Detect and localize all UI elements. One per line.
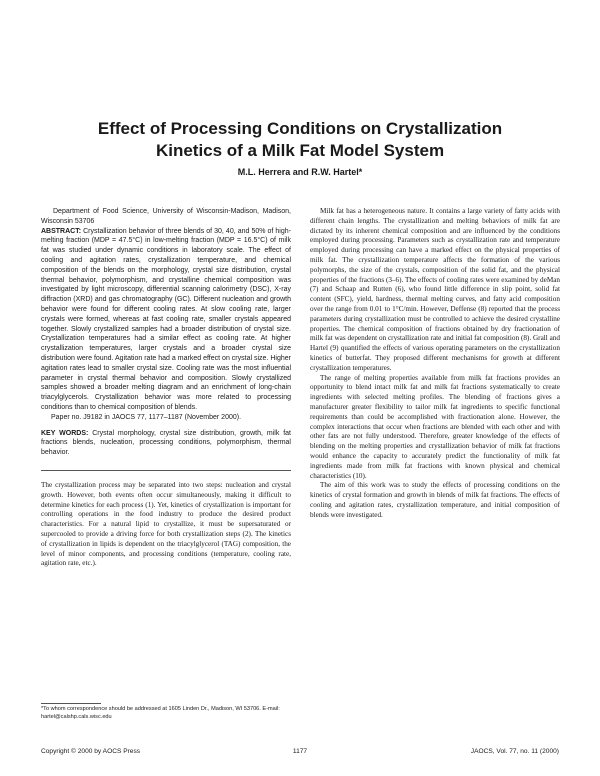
right-column	[310, 207, 560, 521]
left-column	[41, 207, 291, 569]
keywords-text: Crystal morphology, crystal size distribution, growth, milk fat fractions blends, nucleation, processing conditions, polymorphism, thermal behavior.	[41, 429, 292, 457]
abstract-label: ABSTRACT:	[41, 227, 82, 235]
keywords-label: KEY WORDS:	[41, 429, 89, 437]
body-paragraph-1: Milk fat has a heterogeneous nature. It contains a large variety of fatty acids with different chain lengths. The crystallization and melting behaviors of milk fat are dictated by its inherent chemical composition and are influenced by the conditions employed during processing. Parameters such as crystallization rate and temperature employed during processing can have a marked effect on the physical properties of milk fat. The crystallization temperature affects the formation of the various polymorphs, the size of the crystals, composition of the solid fat, and the physical properties of the fractions (3–6). The effects of cooling rates were examined by deMan (7) and Schaap and Rutten (6), who found little difference in slip point, solid fat content (SFC), yield, hardness, thermal melting curves, and fatty acid composition over the range from 0.01 to 1°C/min. However, Deffense (8) reported that the process parameters during crystallization must be controlled to achieve the desired crystalline properties. The chemical composition of fractions obtained by dry fractionation of milk fat was dependent on crystallization rate and initial fat composition (8). Grall and Hartel (9) quantified the effects of various operating parameters on the crystallization kinetics of butterfat. They proposed different mechanisms for growth at different crystallization temperatures.	[310, 207, 560, 372]
section-divider	[41, 470, 291, 471]
page-number: 1177	[292, 748, 308, 755]
body-paragraph-3: The aim of this work was to study the effects of processing conditions on the kinetics of crystal formation and growth in blends of milk fat fractions. The effects of cooling and agitation rates, crystallization temperature, and initial composition of blends were investigated.	[310, 481, 560, 519]
abstract-block	[41, 207, 291, 458]
keywords	[41, 429, 291, 458]
paper-title	[40, 118, 560, 162]
abstract-text: Crystallization behavior of three blends of 30, 40, and 50% of high-melting fraction (MDP = 47.5°C) in low-melting fraction (MDP = 16.5°C) of milk fat was studied under dynamic conditions in laboratory scale. The effect of cooling and agitation rates, crystallization temperature, and chemical composition of the blends on the morphology, crystal size distribution, crystal thermal behavior, polymorphism, and crystalline chemical composition was investigated by light microscopy, differential scanning calorimetry (DSC), X-ray diffraction (XRD) and gas chromatography (GC). Different nucleation and growth behavior were found for different cooling rates. At slow cooling rate, larger crystals were formed, whereas at fast cooling rate, smaller crystals appeared together. Slowly crystallized samples had a broader distribution of crystal size. Crystallization temperatures had a similar effect as cooling rate. At higher crystallization temperatures, larger crystals and a broader crystal size distribution were found. Agitation rate had a marked effect on crystal size. Higher agitation rates lead to smaller crystal size. Cooling rate was the most influential parameter in crystal thermal behavior and composition. Slowly crystallized samples showed a broader melting diagram and an enrichment of long-chain triacylglycerols. Crystallization behavior was more related to processing conditions than to chemical composition of blends.	[41, 227, 291, 411]
journal-citation: JAOCS, Vol. 77, no. 11 (2000)	[470, 748, 559, 755]
title-line-1: Effect of Processing Conditions on Crystallization	[97, 119, 503, 138]
paper-reference: Paper no. J9182 in JAOCS 77, 1177–1187 (November 2000).	[51, 413, 242, 421]
footnote-rule	[41, 703, 101, 704]
copyright: Copyright © 2000 by AOCS Press	[41, 748, 141, 755]
title-line-2: Kinetics of a Milk Fat Model System	[155, 141, 445, 160]
abstract	[41, 227, 291, 413]
body-paragraph-2: The range of melting properties available from milk fat fractions provides an opportunity to blend intact milk fat and milk fat fractions systematically to create ingredients with selected melting profiles. The blending of fractions gives a manufacturer greater flexibility to tailor milk fat ingredients to specific functional requirements than could be accomplished with fractionation alone. However, the complex interactions that occur when fractions are blended with each other and with other fats are not fully understood. Therefore, greater knowledge of the effects of blending on the melting properties and crystallization behavior of milk fat fractions would enhance the capacity to accurately predict the functionality of milk fat ingredients made from milk fat fractions with known physical and chemical characteristics (10).	[310, 373, 560, 480]
intro-paragraph: The crystallization process may be separated into two steps: nucleation and crystal growth. However, both events often occur simultaneously, making it difficult to determine kinetics for each process (1). Yet, kinetics of crystallization is important for controlling operations in the food industry to produce the desired product characteristics. For a natural lipid to crystallize, it must be supersaturated or supercooled to provide a driving force for both crystallization steps (2). The kinetics of crystallization in lipids is dependent on the triacylglycerol (TAG) composition, the level of minor components, and processing conditions (temperature, cooling rate, agitation rate, etc.).	[41, 480, 291, 568]
authors: M.L. Herrera and R.W. Hartel*	[237, 167, 363, 177]
affiliation: Department of Food Science, University of Wisconsin-Madison, Madison, Wisconsin 53706	[41, 208, 291, 225]
correspondence-footnote: *To whom correspondence should be addressed at 1605 Linden Dr., Madison, WI 53706. E-mail: hartel@calshp.cals.wisc.edu	[41, 706, 280, 720]
